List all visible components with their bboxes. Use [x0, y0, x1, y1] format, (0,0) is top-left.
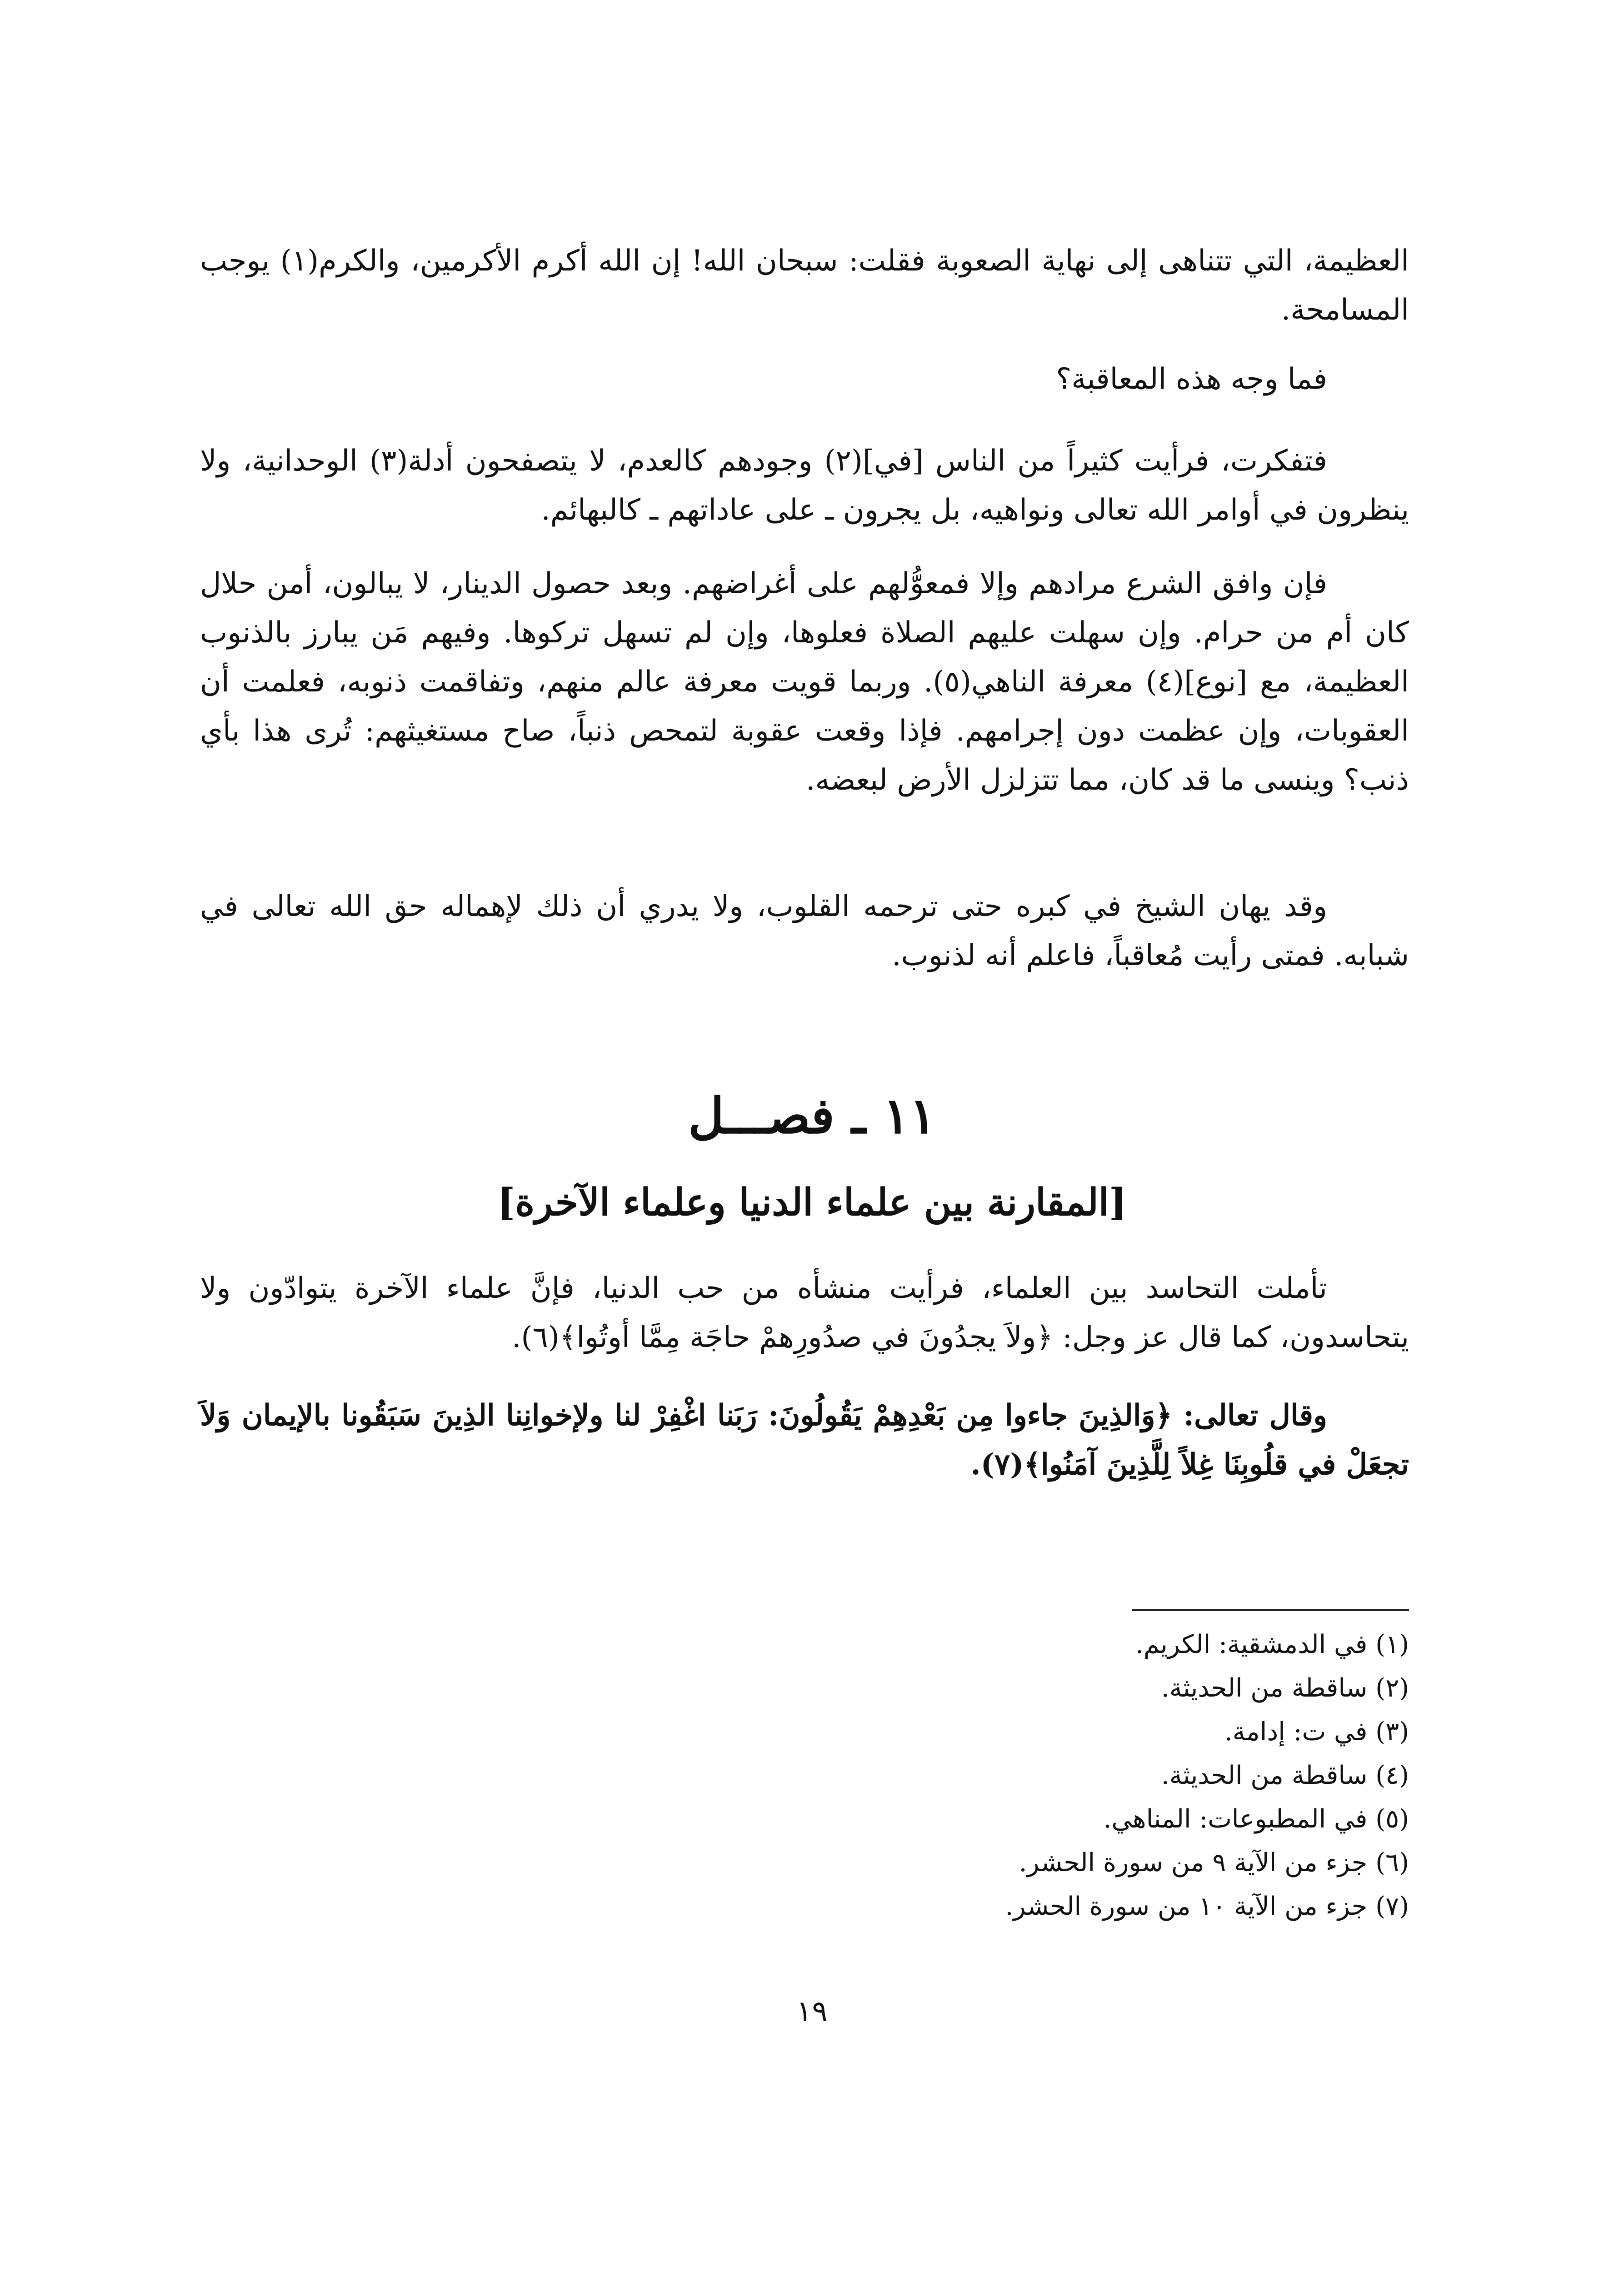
paragraph-continuation: العظيمة، التي تتناهى إلى نهاية الصعوبة فقلت: سبحان الله! إن الله أكرم الأكرمين، والكرم(١) يوجب المسامحة.	[200, 244, 1409, 327]
footnote-divider	[1132, 1609, 1409, 1611]
paragraph-question: فما وجه هذه المعاقبة؟	[1056, 362, 1327, 396]
footnote-5: (٥) في المطبوعات: المناهي.	[1103, 1804, 1409, 1834]
footnotes	[200, 1623, 1409, 1928]
footnote-6: (٦) جزء من الآية ٩ من سورة الحشر.	[1019, 1848, 1409, 1877]
footnote-1: (١) في الدمشقية: الكريم.	[1135, 1630, 1409, 1659]
footnote-4: (٤) ساقطة من الحديثة.	[1161, 1761, 1409, 1790]
chapter-title: ١١ ـ فصـــل	[688, 1087, 936, 1145]
paragraph-elder: وقد يهان الشيخ في كبره حتى ترحمه القلوب، ولا يدري أن ذلك لإهماله حق الله تعالى في شبابه. فمتى رأيت مُعاقباً، فاعلم أنه لذنوب.	[200, 890, 1409, 972]
chapter-subtitle: [المقارنة بين علماء الدنيا وعلماء الآخرة]	[497, 1181, 1127, 1224]
paragraph-reflection: فتفكرت، فرأيت كثيراً من الناس [في](٢) وجودهم كالعدم، لا يتصفحون أدلة(٣) الوحدانية، ولا ينظرون في أوامر الله تعالى ونواهيه، بل يجرون ـ على عاداتهم ـ كالبهائم.	[200, 444, 1409, 527]
paragraph-quran-verse: وقال تعالى: ﴿وَالذِينَ جاءوا مِن بَعْدِهِمْ يَقُولُونَ: رَبَنا اغْفِرْ لنا ولإخوانِنا الذِينَ سَبَقُونا بالإيمان وَلاَ تجعَلْ في قلُوبِنَا غِلاً لِلَّذِينَ آمَنُوا﴾(٧).	[200, 1398, 1409, 1482]
footnote-2: (٢) ساقطة من الحديثة.	[1161, 1673, 1409, 1703]
page-number: ١٩	[796, 1995, 828, 2028]
footnote-3: (٣) في ت: إدامة.	[1224, 1717, 1409, 1747]
paragraph-people-desires: فإن وافق الشرع مرادهم وإلا فمعوُّلهم على أغراضهم. وبعد حصول الدينار، لا يبالون، أمن حلال كان أم من حرام. وإن سهلت عليهم الصلاة فعلوها، وإن لم تسهل تركوها. وفيهم مَن يبارز بالذنوب العظيمة، مع [نوع](٤) معرفة الناهي(٥). وربما قويت معرفة عالم منهم، وتفاقمت ذنوبه، فعلمت أن العقوبات، وإن عظمت دون إجرامهم. فإذا وقعت عقوبة لتمحص ذنباً، صاح مستغيثهم: تُرى هذا بأي ذنب؟ وينسى ما قد كان، مما تتزلزل الأرض لبعضه.	[200, 567, 1409, 797]
paragraph-scholars-envy: تأملت التحاسد بين العلماء، فرأيت منشأه من حب الدنيا، فإنَّ علماء الآخرة يتوادّون ولا يتحاسدون، كما قال عز وجل: ﴿ولاَ يجدُونَ في صدُورِهمْ حاجَة مِمَّا أوتُوا﴾(٦).	[200, 1272, 1409, 1354]
footnote-7: (٧) جزء من الآية ١٠ من سورة الحشر.	[1005, 1892, 1409, 1921]
